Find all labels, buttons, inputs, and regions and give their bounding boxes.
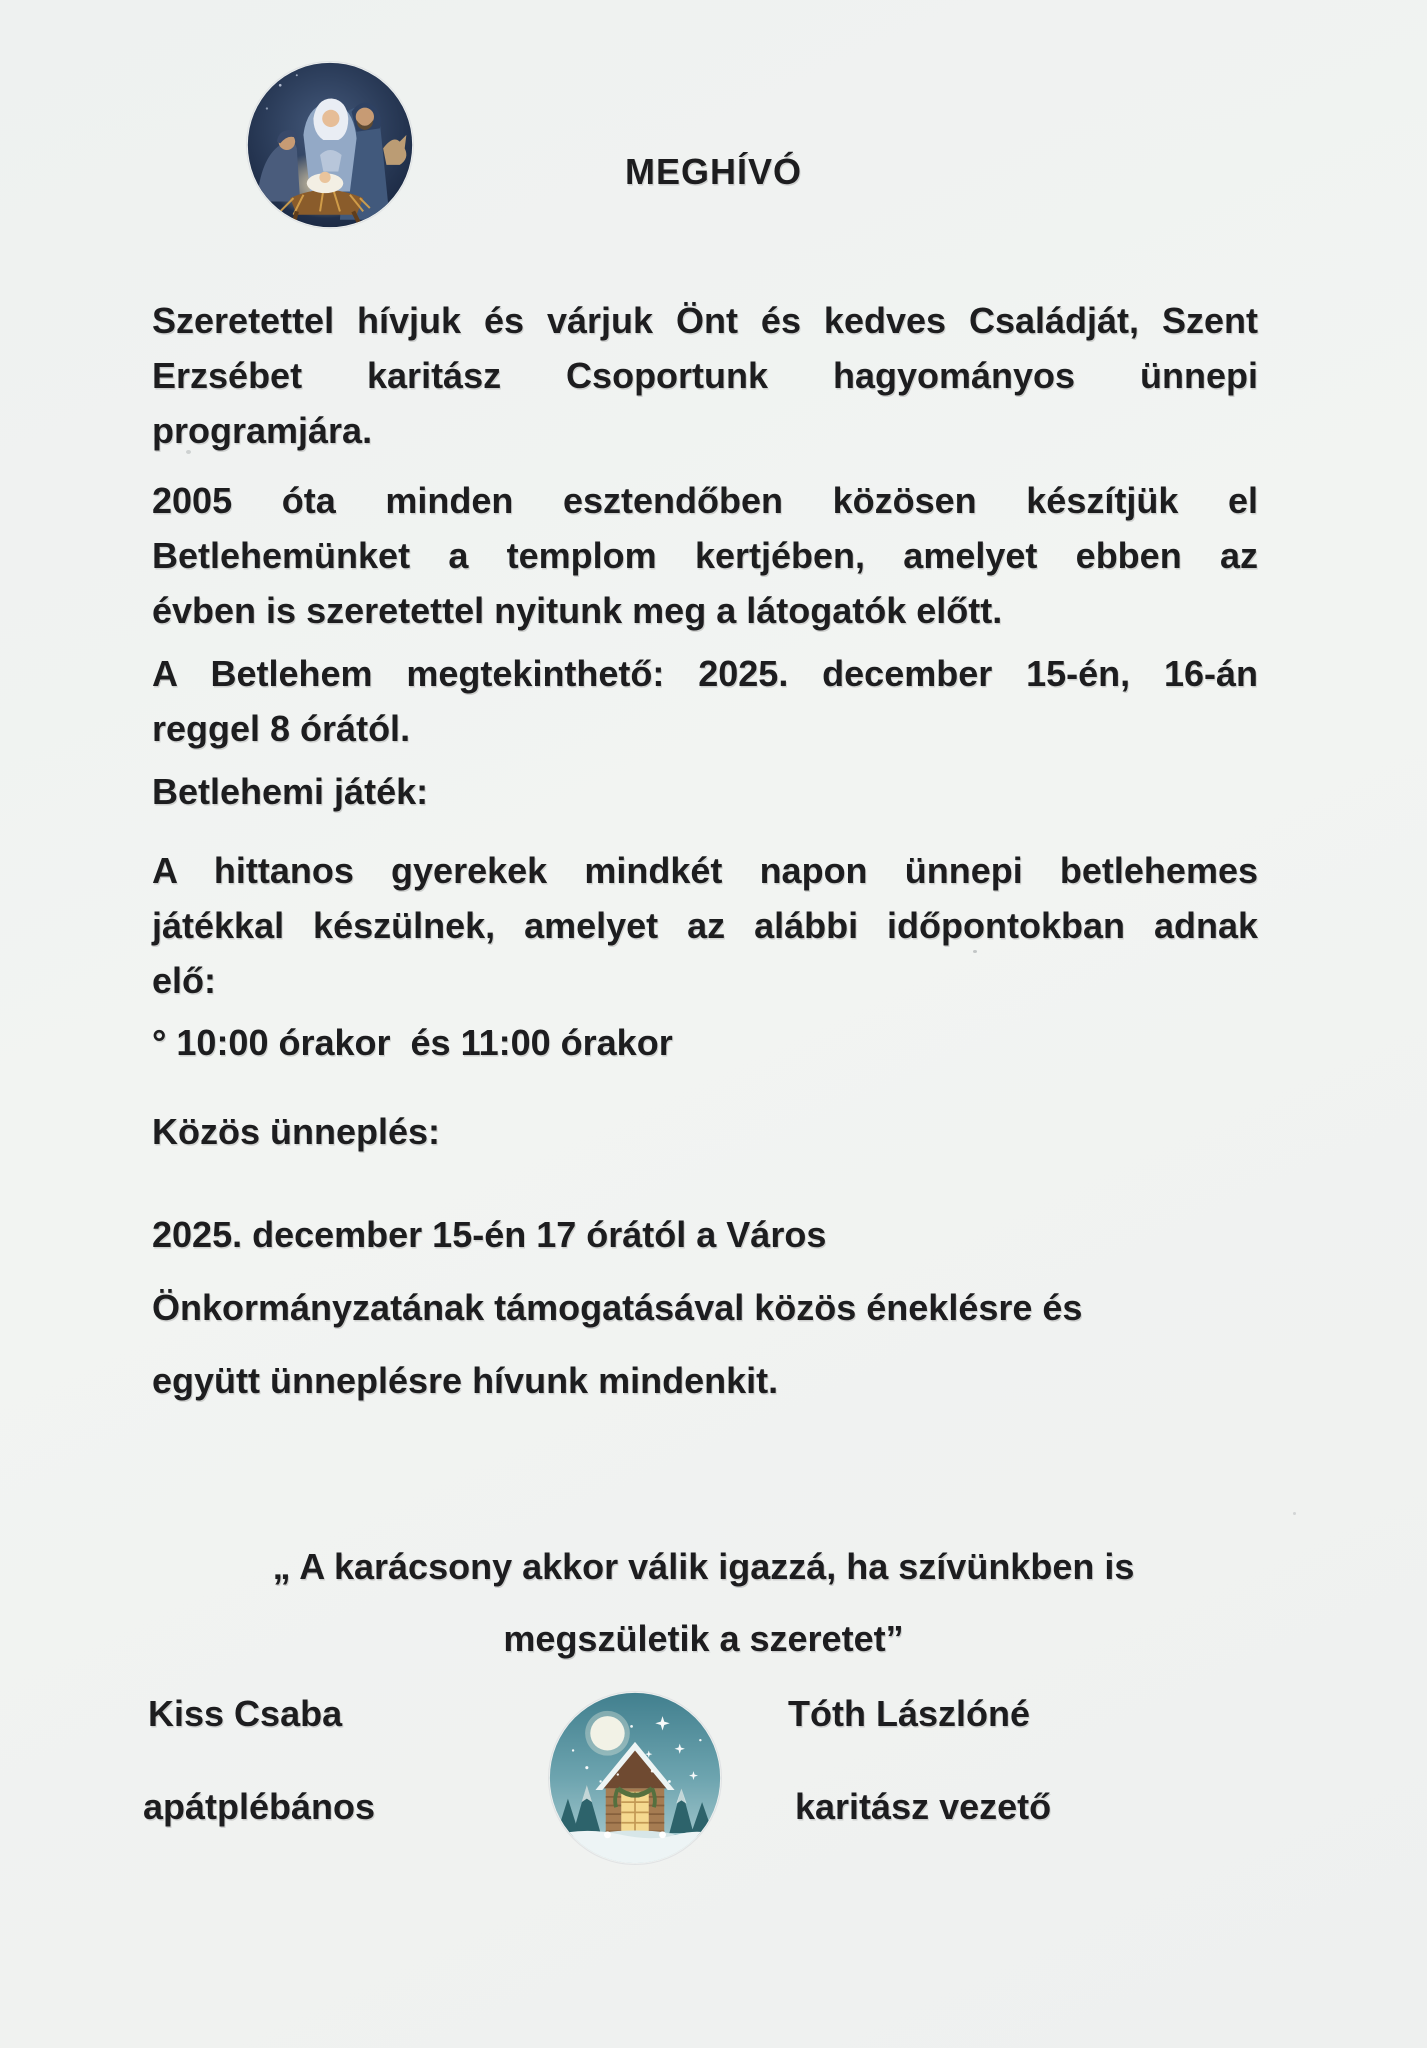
viewing-paragraph: [152, 646, 1258, 756]
page-title: MEGHÍVÓ: [624, 151, 802, 192]
winter-cabin-icon: [549, 1692, 721, 1864]
play-heading: Betlehemi játék:: [152, 771, 429, 812]
winter-cabin-image: [549, 1692, 721, 1864]
celebration-line: együtt ünneplésre hívunk mindenkit.: [152, 1360, 779, 1401]
nativity-scene-image: [247, 62, 413, 228]
quote-line: „ A karácsony akkor válik igazzá, ha szívünkben is: [272, 1546, 1135, 1587]
signature-left-name: Kiss Csaba: [148, 1693, 343, 1734]
intro-line: Erzsébet karitász Csoportunk hagyományos ünnepi: [152, 355, 1258, 396]
intro-paragraph: [152, 293, 1258, 458]
nativity-scene-icon: [247, 62, 413, 228]
scan-artifact: [186, 450, 191, 454]
celebration-paragraph: [152, 1198, 1258, 1417]
viewing-line: reggel 8 órától.: [152, 708, 411, 749]
play-paragraph: [152, 843, 1258, 1008]
play-line: A hittanos gyerekek mindkét napon ünnepi betlehemes: [152, 850, 1258, 891]
christmas-quote: [0, 1531, 1407, 1675]
performance-times: ° 10:00 órakor és 11:00 órakor: [152, 1022, 673, 1063]
betlehem-line: Betlehemünket a templom kertjében, amelyet ebben az: [152, 535, 1258, 576]
celebration-line: 2025. december 15-én 17 órától a Város: [152, 1214, 827, 1255]
signature-right-name: Tóth Lászlóné: [788, 1693, 1030, 1734]
play-line: elő:: [152, 960, 217, 1001]
scan-artifact: [1293, 1512, 1296, 1515]
intro-line: programjára.: [152, 410, 373, 451]
betlehem-paragraph: [152, 473, 1258, 638]
betlehem-line: évben is szeretettel nyitunk meg a látogatók előtt.: [152, 590, 1003, 631]
celebration-heading: Közös ünneplés:: [152, 1111, 441, 1152]
celebration-line: Önkormányzatának támogatásával közös éneklésre és: [152, 1287, 1083, 1328]
betlehem-line: 2005 óta minden esztendőben közösen készítjük el: [152, 480, 1258, 521]
signature-right-role: karitász vezető: [795, 1786, 1052, 1827]
signature-left-role: apátplébános: [143, 1786, 376, 1827]
scan-artifact: [973, 950, 977, 953]
intro-line: Szeretettel hívjuk és várjuk Önt és kedves Családját, Szent: [152, 300, 1258, 341]
play-line: játékkal készülnek, amelyet az alábbi időpontokban adnak: [152, 905, 1258, 946]
quote-line: megszületik a szeretet”: [503, 1618, 904, 1659]
viewing-line: A Betlehem megtekinthető: 2025. december 15-én, 16-án: [152, 653, 1258, 694]
